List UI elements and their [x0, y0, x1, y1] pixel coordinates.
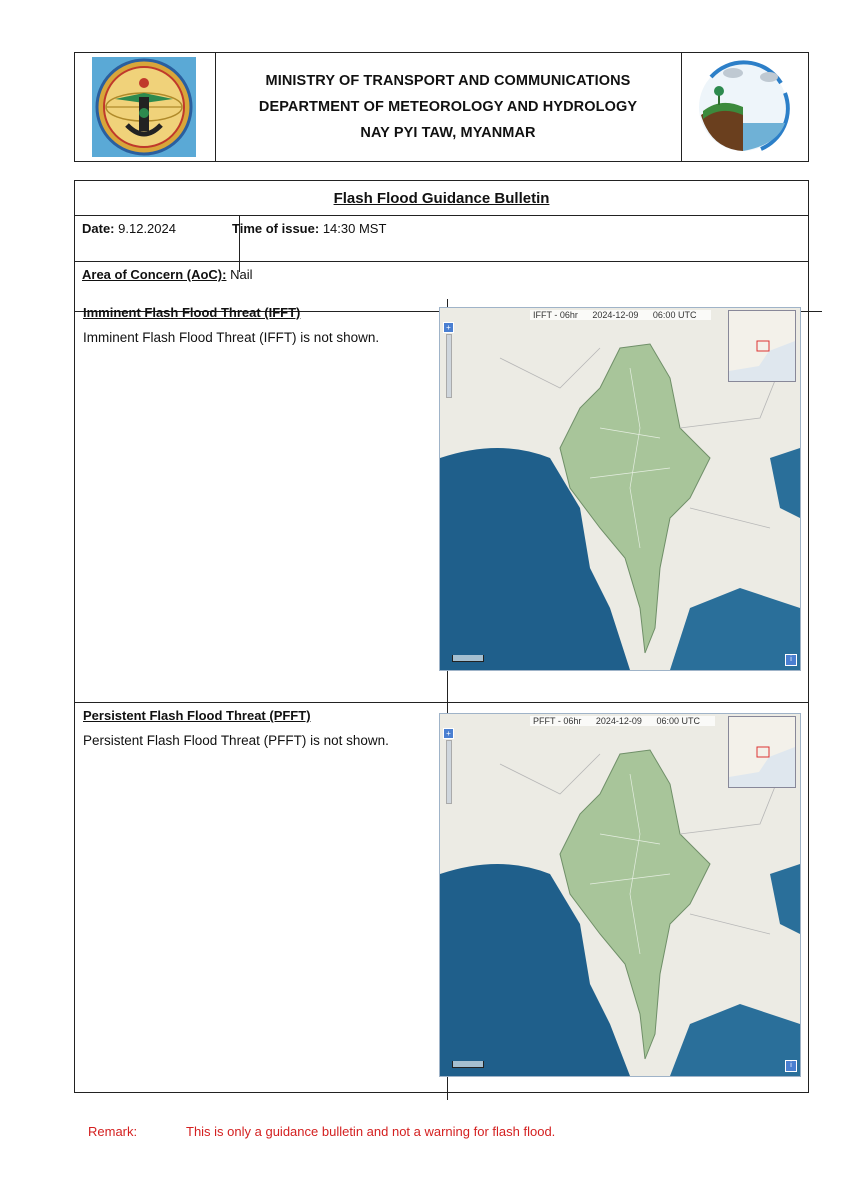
- remark-label: Remark:: [88, 1124, 138, 1139]
- pfft-description: Persistent Flash Flood Threat (PFFT) is not shown.: [83, 733, 389, 748]
- bulletin-title: Flash Flood Guidance Bulletin: [333, 189, 550, 207]
- time-label: Time of issue:: [232, 221, 320, 236]
- ministry-name: MINISTRY OF TRANSPORT AND COMMUNICATIONS: [265, 73, 631, 89]
- pfft-map-time: 06:00 UTC: [656, 716, 700, 726]
- hydrological-cycle-icon: [681, 53, 808, 161]
- zoom-in-button[interactable]: +: [443, 728, 454, 739]
- pfft-heading: Persistent Flash Flood Threat (PFFT): [83, 708, 311, 723]
- bulletin-table: [74, 180, 809, 1093]
- pfft-zoom-slider[interactable]: [446, 740, 452, 804]
- ifft-map-product: IFFT - 06hr: [533, 310, 578, 320]
- ifft-zoom-slider[interactable]: [446, 334, 452, 398]
- ifft-scale-bar: [452, 655, 484, 662]
- department-name: DEPARTMENT OF METEOROLOGY AND HYDROLOGY: [258, 99, 638, 115]
- aoc-value: Nail: [230, 267, 253, 282]
- ifft-map-time: 06:00 UTC: [652, 310, 697, 320]
- remark: [88, 1124, 555, 1139]
- pfft-info-button[interactable]: i: [785, 1060, 797, 1072]
- zoom-in-button[interactable]: +: [443, 322, 454, 333]
- ifft-overview-map[interactable]: [728, 310, 796, 382]
- overview-map-image: [729, 311, 795, 381]
- pfft-overview-map[interactable]: [728, 716, 796, 788]
- aoc-label: Area of Concern (AoC):: [82, 267, 227, 282]
- ministry-emblem-icon: [75, 53, 215, 161]
- pfft-map-date: 2024-12-09: [595, 716, 642, 726]
- bulletin-title-row: [75, 181, 808, 216]
- pfft-map-label: [530, 716, 715, 726]
- pfft-text-cell: [75, 702, 448, 1100]
- remark-text: This is only a guidance bulletin and not a warning for flash flood.: [186, 1124, 556, 1139]
- date-value: 9.12.2024: [118, 221, 176, 236]
- pfft-section: [75, 702, 808, 1092]
- ministry-logo-cell: [75, 53, 216, 161]
- location-name: NAY PYI TAW, MYANMAR: [360, 125, 536, 141]
- ifft-description: Imminent Flash Flood Threat (IFFT) is not shown.: [83, 330, 380, 345]
- time-value: 14:30 MST: [322, 221, 387, 236]
- ifft-text-cell: [75, 299, 448, 710]
- letterhead: [74, 52, 809, 162]
- date-label: Date:: [82, 221, 115, 236]
- ifft-map-date: 2024-12-09: [592, 310, 639, 320]
- pfft-map-product: PFFT - 06hr: [533, 716, 582, 726]
- overview-map-image: [729, 717, 795, 787]
- pfft-map[interactable]: [439, 713, 801, 1077]
- ifft-info-button[interactable]: i: [785, 654, 797, 666]
- department-logo-cell: [681, 53, 808, 161]
- letterhead-title: [215, 53, 682, 161]
- ifft-map-label: [530, 310, 711, 320]
- ifft-map[interactable]: [439, 307, 801, 671]
- date-row: [75, 215, 808, 262]
- ifft-heading: Imminent Flash Flood Threat (IFFT): [83, 305, 301, 320]
- pfft-scale-bar: [452, 1061, 484, 1068]
- ifft-section: [75, 299, 808, 703]
